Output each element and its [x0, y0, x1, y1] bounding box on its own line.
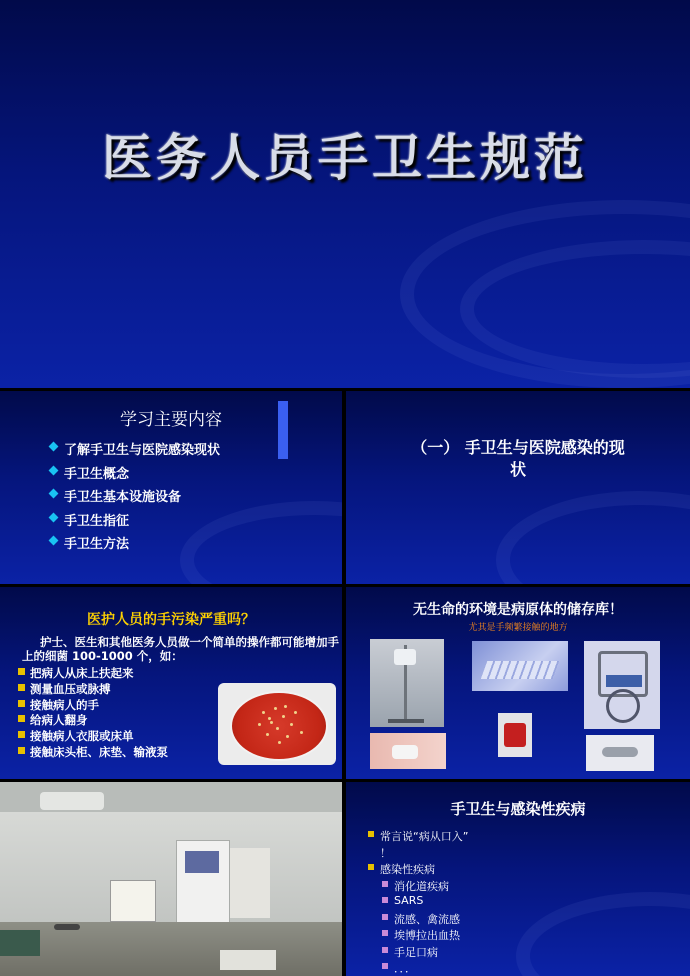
section-title-line: 状	[509, 460, 526, 479]
square-bullet-icon	[382, 930, 388, 936]
hand-contamination-slide	[0, 587, 342, 779]
section-slide	[346, 391, 690, 584]
wall	[0, 812, 342, 922]
square-bullet-icon	[18, 668, 25, 675]
disease-list	[368, 828, 468, 976]
list-item: 流感、禽流感	[368, 911, 468, 928]
square-bullet-icon	[368, 831, 374, 837]
list-item: 埃博拉出血热	[368, 927, 468, 944]
list-item: 把病人从床上扶起来	[18, 665, 168, 681]
patient-neck-image	[370, 733, 446, 769]
diamond-bullet-icon	[49, 442, 59, 452]
square-bullet-icon	[18, 684, 25, 691]
diamond-bullet-icon	[49, 489, 59, 499]
list-item: 手卫生方法	[48, 533, 220, 557]
square-bullet-icon	[18, 715, 25, 722]
telephone-image	[498, 713, 532, 757]
swirl-decoration	[516, 892, 690, 976]
square-bullet-icon	[382, 914, 388, 920]
diamond-bullet-icon	[49, 465, 59, 475]
list-item: SARS	[368, 894, 468, 911]
intro-paragraph: 护士、医生和其他医务人员做一个简单的操作都可能增加手上的细菌 100-1000 个，如：	[22, 635, 339, 663]
contents-list	[48, 439, 220, 557]
floor	[0, 922, 342, 976]
iv-stand-image	[370, 639, 444, 727]
diamond-bullet-icon	[49, 512, 59, 522]
square-bullet-icon	[382, 947, 388, 953]
list-item: 手卫生基本设施设备	[48, 486, 220, 510]
infectious-disease-slide	[346, 782, 690, 976]
list-item: ．．．	[368, 960, 468, 976]
square-bullet-icon	[382, 963, 388, 969]
slide-heading: 无生命的环境是病原体的储存库！	[413, 602, 623, 618]
section-title-line: （一） 手卫生与医院感染的现	[411, 438, 625, 457]
square-bullet-icon	[368, 864, 374, 870]
hospital-room-photo-slide	[0, 782, 342, 976]
environment-slide	[346, 587, 690, 779]
faucet-image	[586, 735, 654, 771]
list-item: 接触病人的手	[18, 697, 168, 713]
square-bullet-icon	[18, 747, 25, 754]
diamond-bullet-icon	[49, 536, 59, 546]
contents-slide	[0, 391, 342, 584]
petri-dish-image	[218, 683, 336, 765]
list-item: 接触病人衣服或床单	[18, 728, 168, 744]
list-item: ！	[380, 846, 391, 860]
equipment-cabinet	[176, 840, 230, 926]
swirl-decoration	[496, 491, 690, 584]
device-cart	[220, 950, 276, 970]
operating-table	[0, 930, 40, 956]
square-bullet-icon	[18, 731, 25, 738]
surgical-lamp	[40, 792, 104, 810]
list-item: 手卫生概念	[48, 463, 220, 487]
contents-title: 学习主要内容	[120, 410, 222, 430]
title-slide	[0, 0, 690, 388]
keyboard-image	[472, 641, 568, 691]
list-item: 测量血压或脉搏	[18, 681, 168, 697]
incubator	[110, 880, 156, 922]
slide-heading: 医护人员的手污染严重吗？	[87, 612, 255, 628]
square-bullet-icon	[382, 897, 388, 903]
list-item: 消化道疾病	[368, 878, 468, 895]
list-item: 手足口病	[368, 944, 468, 961]
list-item: 手卫生指征	[48, 510, 220, 534]
slide-heading: 手卫生与感染性疾病	[450, 800, 586, 818]
list-item: 接触床头柜、床垫、输液泵	[18, 744, 168, 760]
square-bullet-icon	[18, 700, 25, 707]
square-bullet-icon	[382, 881, 388, 887]
presentation-title: 医务人员手卫生规范	[102, 128, 588, 187]
monitor-stand	[230, 848, 270, 918]
slide-subtitle: 尤其是手频繁接触的地方	[468, 623, 568, 633]
list-item: 了解手卫生与医院感染现状	[48, 439, 220, 463]
list-item: 常言说“病从口入”	[368, 828, 468, 845]
stool	[54, 924, 80, 930]
activity-list	[18, 665, 168, 760]
section-title	[362, 437, 674, 481]
list-item: 感染性疾病	[368, 861, 468, 878]
list-item: 给病人翻身	[18, 712, 168, 728]
wheelchair-image	[584, 641, 660, 729]
